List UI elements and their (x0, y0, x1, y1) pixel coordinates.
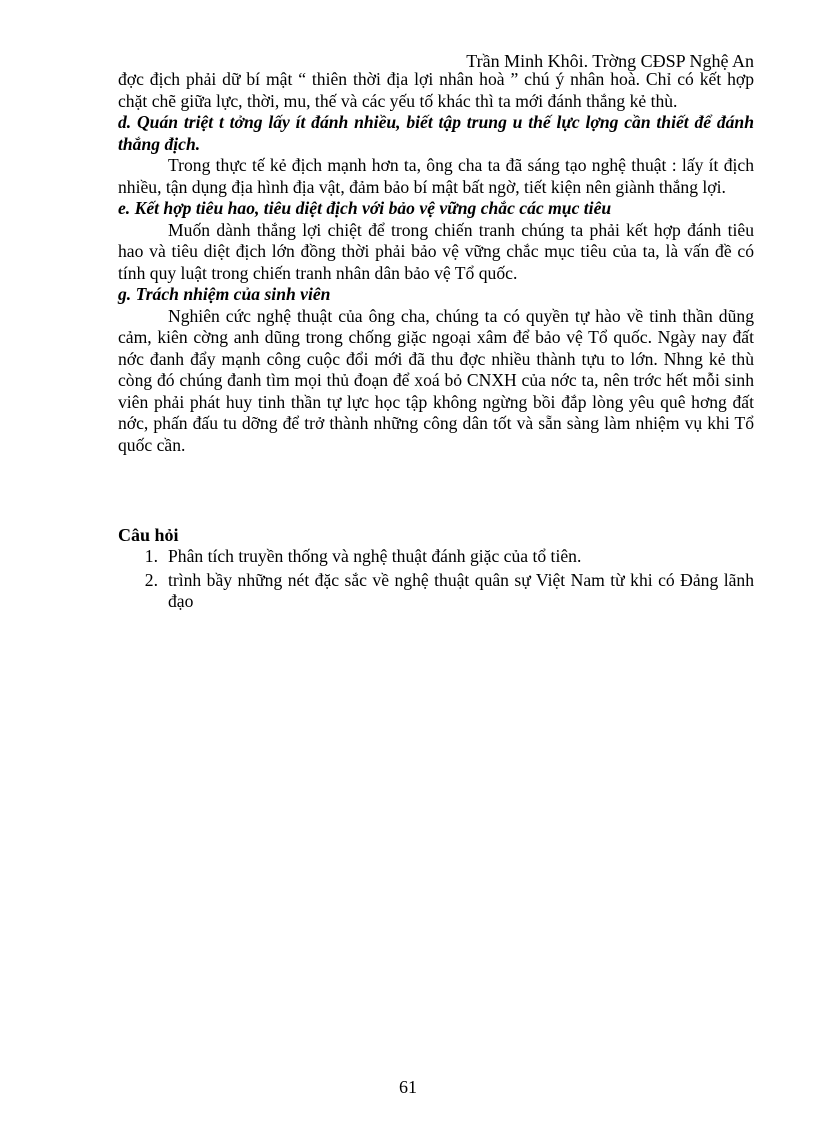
page-header: Trần Minh Khôi. Trờng CĐSP Nghệ An (466, 51, 754, 71)
section-heading-g: g. Trách nhiệm của sinh viên (118, 284, 331, 304)
paragraph-continuation: đợc địch phải dữ bí mật “ thiên thời địa lợi nhân hoà ” chú ý nhân hoà. Chỉ có kết hợp chặt chẽ giữa lực, thời, mu, thế và các yếu tố khác thì ta mới đánh thắng kẻ thù. (118, 69, 754, 111)
question-number: 2. (144, 569, 158, 590)
page-number: 61 (399, 1077, 417, 1097)
section-heading-d: d. Quán triệt t tởng lấy ít đánh nhiều, biết tập trung u thế lực lợng cần thiết để đánh thắng địch. (118, 112, 754, 154)
question-item (118, 570, 754, 613)
body-text (118, 69, 754, 456)
question-number: 1. (144, 546, 158, 566)
section-heading-e: e. Kết hợp tiêu hao, tiêu diệt địch với bảo vệ vững chắc các mục tiêu (118, 198, 612, 218)
question-text: trình bầy những nét đặc sắc về nghệ thuật quân sự Việt Nam từ khi có Đảng lãnh đạo (168, 569, 754, 611)
question-item (118, 546, 754, 568)
paragraph-d: Trong thực tế kẻ địch mạnh hơn ta, ông cha ta đã sáng tạo nghệ thuật : lấy ít địch nhiều, tận dụng địa hình địa vật, đảm bảo bí mật bất ngờ, tiết kiện nên giành thắng lợi. (118, 155, 754, 197)
paragraph-g: Nghiên cức nghệ thuật của ông cha, chúng ta có quyền tự hào về tinh thần dũng cảm, kiên cờng anh dũng trong chống giặc ngoại xâm để bảo vệ Tổ quốc. Ngày nay đất nớc đanh đẩy mạnh công cuộc đổi mới đã thu đợc nhiều thành tựu to lớn. Nhng kẻ thù còng đó chúng đanh tìm mọi thủ đoạn để xoá bỏ CNXH của nớc ta, nên trớc hết mỗi sinh viên phải phát huy tinh thần tự lực học tập không ngừng bồi đắp lòng yêu quê hơng đất nớc, phấn đấu tu dỡng để trở thành những công dân tốt và sẵn sàng làm nhiệm vụ khi Tổ quốc cần. (118, 305, 754, 455)
question-text: Phân tích truyền thống và nghệ thuật đánh giặc của tổ tiên. (168, 546, 582, 566)
questions-title: Câu hỏi (118, 525, 179, 545)
paragraph-e: Muốn dành thắng lợi chiệt để trong chiến tranh chúng ta phải kết hợp đánh tiêu hao và tiêu diệt địch lớn đồng thời phải bảo vệ vững chắc mục tiêu của ta, là vấn đề có tính quy luật trong chiến tranh nhân dân bảo vệ Tổ quốc. (118, 219, 754, 283)
questions-list (118, 546, 754, 615)
